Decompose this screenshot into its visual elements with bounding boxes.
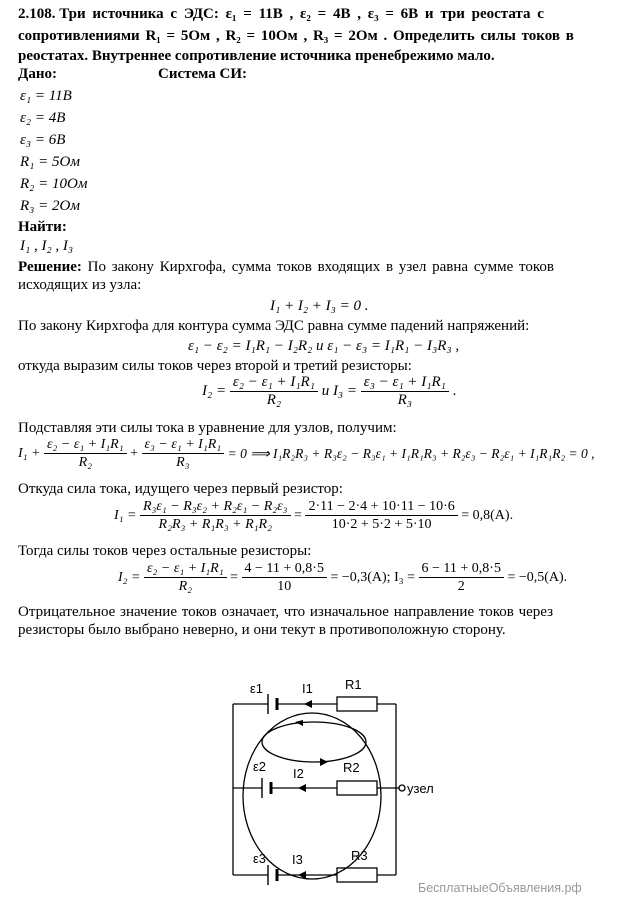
arrow-i3 (298, 871, 306, 879)
solution-para-7a: Отрицательное значение токов означает, что изначальное направление токов через (18, 604, 554, 620)
eq6-den3: 2 (457, 579, 465, 594)
eq6-res: = −0,3(А); I₃ = (330, 570, 416, 585)
eq6-frac1 (144, 560, 227, 595)
eq6-num1: ε₂ − ε₁ + I₁R₁ (144, 560, 227, 578)
given-r2: R₂ = 10Ом (20, 176, 88, 192)
given-label: Дано: (18, 66, 57, 82)
eq4-num2: ε₃ − ε₁ + I₁R₁ (142, 436, 225, 454)
eq5-res: = 0,8(А). (461, 508, 514, 523)
resistor-r2 (337, 781, 377, 795)
eq3-den1: R₂ (266, 392, 282, 408)
label-r1: R1 (345, 677, 362, 692)
solution-para-1 (18, 259, 554, 276)
eq5-frac1 (140, 498, 291, 533)
si-label: Система СИ: (158, 66, 248, 82)
eq3-frac1 (230, 374, 318, 409)
label-r2: R2 (343, 760, 360, 775)
arrow-i1 (304, 700, 312, 708)
solution-para-2: По закону Кирхгофа для контура сумма ЭДС равна сумме падений напряжений: (18, 318, 530, 334)
eq4-num1: ε₂ − ε₁ + I₁R₁ (44, 436, 127, 454)
given-e1: ε₁ = 11В (20, 88, 72, 104)
label-e3: ε3 (253, 851, 267, 866)
resistor-r3 (337, 868, 377, 882)
eq5-lhs: I₁ = (114, 508, 137, 523)
eq3-frac2 (361, 374, 449, 409)
equation-5 (114, 498, 513, 533)
eq4-plus: + (130, 446, 139, 461)
label-node: узел (407, 781, 434, 796)
eq3-end: . (452, 383, 457, 399)
loop-small (262, 722, 366, 762)
solution-text-1: По закону Кирхгофа, сумма токов входящих в узел равна сумме токов (81, 259, 554, 275)
equation-6 (118, 560, 567, 595)
battery-e2 (262, 778, 271, 798)
eq4-frac1 (44, 436, 127, 471)
label-i3: I3 (292, 852, 303, 867)
eq4-rest: = 0 ⟹ I₁R₂R₃ + R₃ε₂ − R₃ε₁ + I₁R₁R₃ + R₂ε₃ − R₂ε₁ + I₁R₁R₂ = 0 , (227, 446, 595, 461)
find-label: Найти: (18, 219, 67, 235)
given-e3: ε₃ = 6В (20, 132, 66, 148)
equation-1: I₁ + I₂ + I₃ = 0 . (270, 298, 369, 314)
eq6-frac3 (419, 560, 504, 595)
find-items: I₁ , I₂ , I₃ (20, 238, 74, 254)
label-i1: I1 (302, 681, 313, 696)
solution-para-1b: исходящих из узла: (18, 277, 142, 293)
solution-label: Решение: (18, 259, 82, 275)
arrow-i2 (298, 784, 306, 792)
problem-text-1: Три источника с ЭДС: ε₁ = 11В , ε₂ = 4В , ε₃ = 6В и три реостата с (59, 6, 544, 22)
eq4-frac2 (142, 436, 225, 471)
eq3-num1: ε₂ − ε₁ + I₁R₁ (230, 374, 318, 392)
eq5-eq: = (294, 508, 302, 523)
eq4-a: I₁ + (18, 446, 41, 461)
label-r3: R3 (351, 848, 368, 863)
solution-para-5: Откуда сила тока, идущего через первый резистор: (18, 481, 343, 497)
battery-e3 (268, 865, 277, 885)
given-r1: R₁ = 5Ом (20, 154, 80, 170)
eq5-den1: R₂R₃ + R₁R₃ + R₁R₂ (158, 517, 272, 532)
eq6-den2: 10 (277, 579, 292, 594)
eq6-num2: 4 − 11 + 0,8·5 (242, 560, 327, 578)
eq3-den2: R₃ (397, 392, 413, 408)
given-e2: ε₂ = 4В (20, 110, 66, 126)
label-e2: ε2 (253, 759, 267, 774)
eq3-lhs1: I₂ = (202, 383, 227, 399)
battery-e1 (268, 694, 277, 714)
given-r3: R₃ = 2Ом (20, 198, 80, 214)
node-point (399, 785, 405, 791)
eq4-den1: R₂ (78, 455, 92, 470)
equation-3 (202, 374, 456, 409)
equation-2: ε₁ − ε₂ = I₁R₁ − I₂R₂ и ε₁ − ε₃ = I₁R₁ − I₃R₃ , (188, 338, 460, 354)
label-i2: I2 (293, 766, 304, 781)
equation-4 (18, 436, 595, 471)
eq5-den2: 10·2 + 5·2 + 5·10 (331, 517, 432, 532)
problem-line-3: реостатах. Внутреннее сопротивление источника пренебрежимо мало. (18, 48, 495, 64)
eq6-frac2 (242, 560, 327, 595)
solution-para-4: Подставляя эти силы тока в уравнение для узлов, получим: (18, 420, 397, 436)
eq6-num3: 6 − 11 + 0,8·5 (419, 560, 504, 578)
eq6-lhs: I₂ = (118, 570, 141, 585)
solution-para-6: Тогда силы токов через остальные резисторы: (18, 543, 312, 559)
problem-number: 2.108. (18, 6, 56, 22)
eq6-res2: = −0,5(А). (507, 570, 568, 585)
watermark: БесплатныеОбъявления.рф (418, 881, 582, 895)
label-e1: ε1 (250, 681, 264, 696)
eq4-den2: R₃ (176, 455, 190, 470)
arrow-loop-small (320, 758, 328, 766)
solution-para-7b: резисторы было выбрано неверно, и они текут в противоположную сторону. (18, 622, 506, 638)
resistor-r1 (337, 697, 377, 711)
eq5-num1: R₃ε₁ − R₃ε₂ + R₂ε₁ − R₂ε₃ (140, 498, 291, 516)
eq5-frac2 (305, 498, 457, 533)
solution-para-3: откуда выразим силы токов через второй и третий резисторы: (18, 358, 412, 374)
eq3-mid: и I₃ = (321, 383, 358, 399)
eq6-eq: = (230, 570, 239, 585)
eq5-num2: 2·11 − 2·4 + 10·11 − 10·6 (305, 498, 457, 516)
loop-large (243, 713, 381, 879)
problem-line-1 (18, 6, 544, 23)
eq3-num2: ε₃ − ε₁ + I₁R₁ (361, 374, 449, 392)
eq6-den1: R₂ (178, 579, 192, 594)
arrow-loop-small-top (295, 720, 303, 726)
problem-line-2: сопротивлениями R₁ = 5Ом , R₂ = 10Ом , R₃ = 2Ом . Определить силы токов в (18, 28, 574, 44)
